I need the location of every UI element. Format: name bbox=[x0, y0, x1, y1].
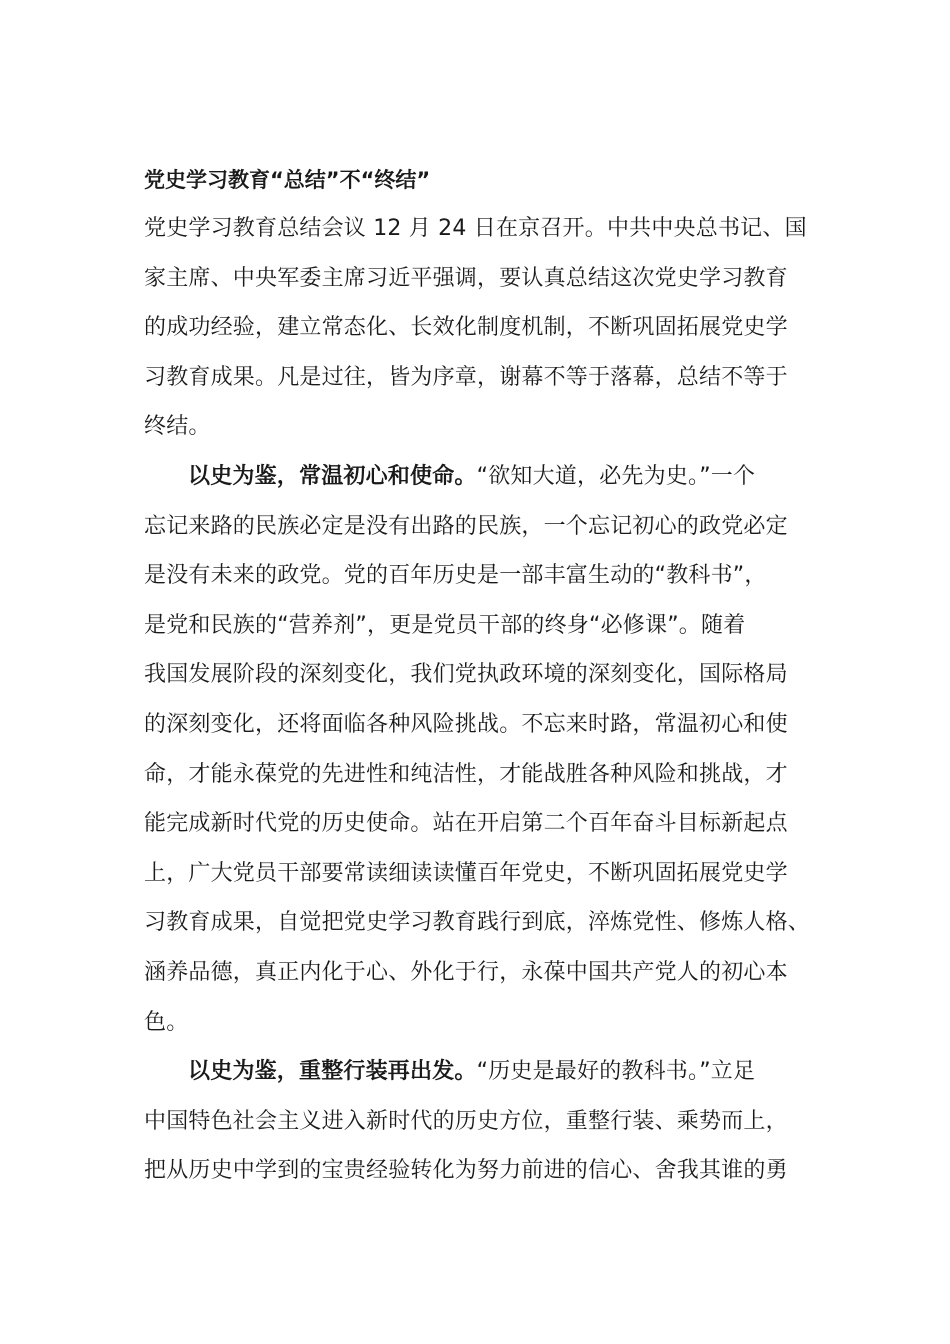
paragraph-3 bbox=[144, 1047, 806, 1196]
text-line: 党史学习教育总结会议 12 月 24 日在京召开。中共中央总书记、国 bbox=[144, 216, 807, 241]
text-line: 涵养品德，真正内化于心、外化于行，永葆中国共产党人的初心本 bbox=[144, 959, 788, 985]
text-line: 能完成新时代党的历史使命。站在开启第二个百年奋斗目标新起点 bbox=[144, 811, 788, 837]
document-page bbox=[144, 160, 811, 1196]
text-line: 命，才能永葆党的先进性和纯洁性，才能战胜各种风险和挑战，才 bbox=[144, 761, 788, 787]
paragraph-lead-rest: “欲知大道，必先为史。”一个 bbox=[476, 463, 756, 489]
text-line: 中国特色社会主义进入新时代的历史方位，重整行装、乘势而上， bbox=[144, 1108, 788, 1134]
text-line: 习教育成果。凡是过往，皆为序章，谢幕不等于落幕，总结不等于 bbox=[144, 364, 788, 390]
paragraph-lead-rest: “历史是最好的教科书。”立足 bbox=[476, 1059, 756, 1085]
text-line: 是党和民族的“营养剂”，更是党员干部的终身“必修课”。随着 bbox=[144, 612, 746, 638]
text-line-first bbox=[144, 452, 806, 502]
paragraph-1 bbox=[144, 204, 806, 452]
text-line: 忘记来路的民族必定是没有出路的民族，一个忘记初心的政党必定 bbox=[144, 513, 788, 539]
text-line: 我国发展阶段的深刻变化，我们党执政环境的深刻变化，国际格局 bbox=[144, 662, 788, 688]
text-line: 是没有未来的政党。党的百年历史是一部丰富生动的“教科书”， bbox=[144, 563, 767, 589]
text-line: 家主席、中央军委主席习近平强调，要认真总结这次党史学习教育 bbox=[144, 265, 788, 291]
text-line: 终结。 bbox=[144, 414, 211, 440]
text-line-first bbox=[144, 1047, 806, 1097]
text-line: 习教育成果，自觉把党史学习教育践行到底，淬炼党性、修炼人格、 bbox=[144, 910, 811, 936]
paragraph-2 bbox=[144, 452, 811, 1047]
document-title: 党史学习教育“总结”不“终结” bbox=[144, 168, 431, 192]
text-line: 色。 bbox=[144, 1009, 189, 1035]
text-line: 把从历史中学到的宝贵经验转化为努力前进的信心、舍我其谁的勇 bbox=[144, 1158, 788, 1184]
paragraph-lead-heading: 以史为鉴，常温初心和使命。 bbox=[188, 463, 477, 489]
paragraph-lead-heading: 以史为鉴，重整行装再出发。 bbox=[188, 1059, 477, 1085]
text-line: 的成功经验，建立常态化、长效化制度机制，不断巩固拓展党史学 bbox=[144, 315, 788, 341]
text-line: 的深刻变化，还将面临各种风险挑战。不忘来时路，常温初心和使 bbox=[144, 711, 788, 737]
text-line: 上，广大党员干部要常读细读读懂百年党史，不断巩固拓展党史学 bbox=[144, 860, 788, 886]
